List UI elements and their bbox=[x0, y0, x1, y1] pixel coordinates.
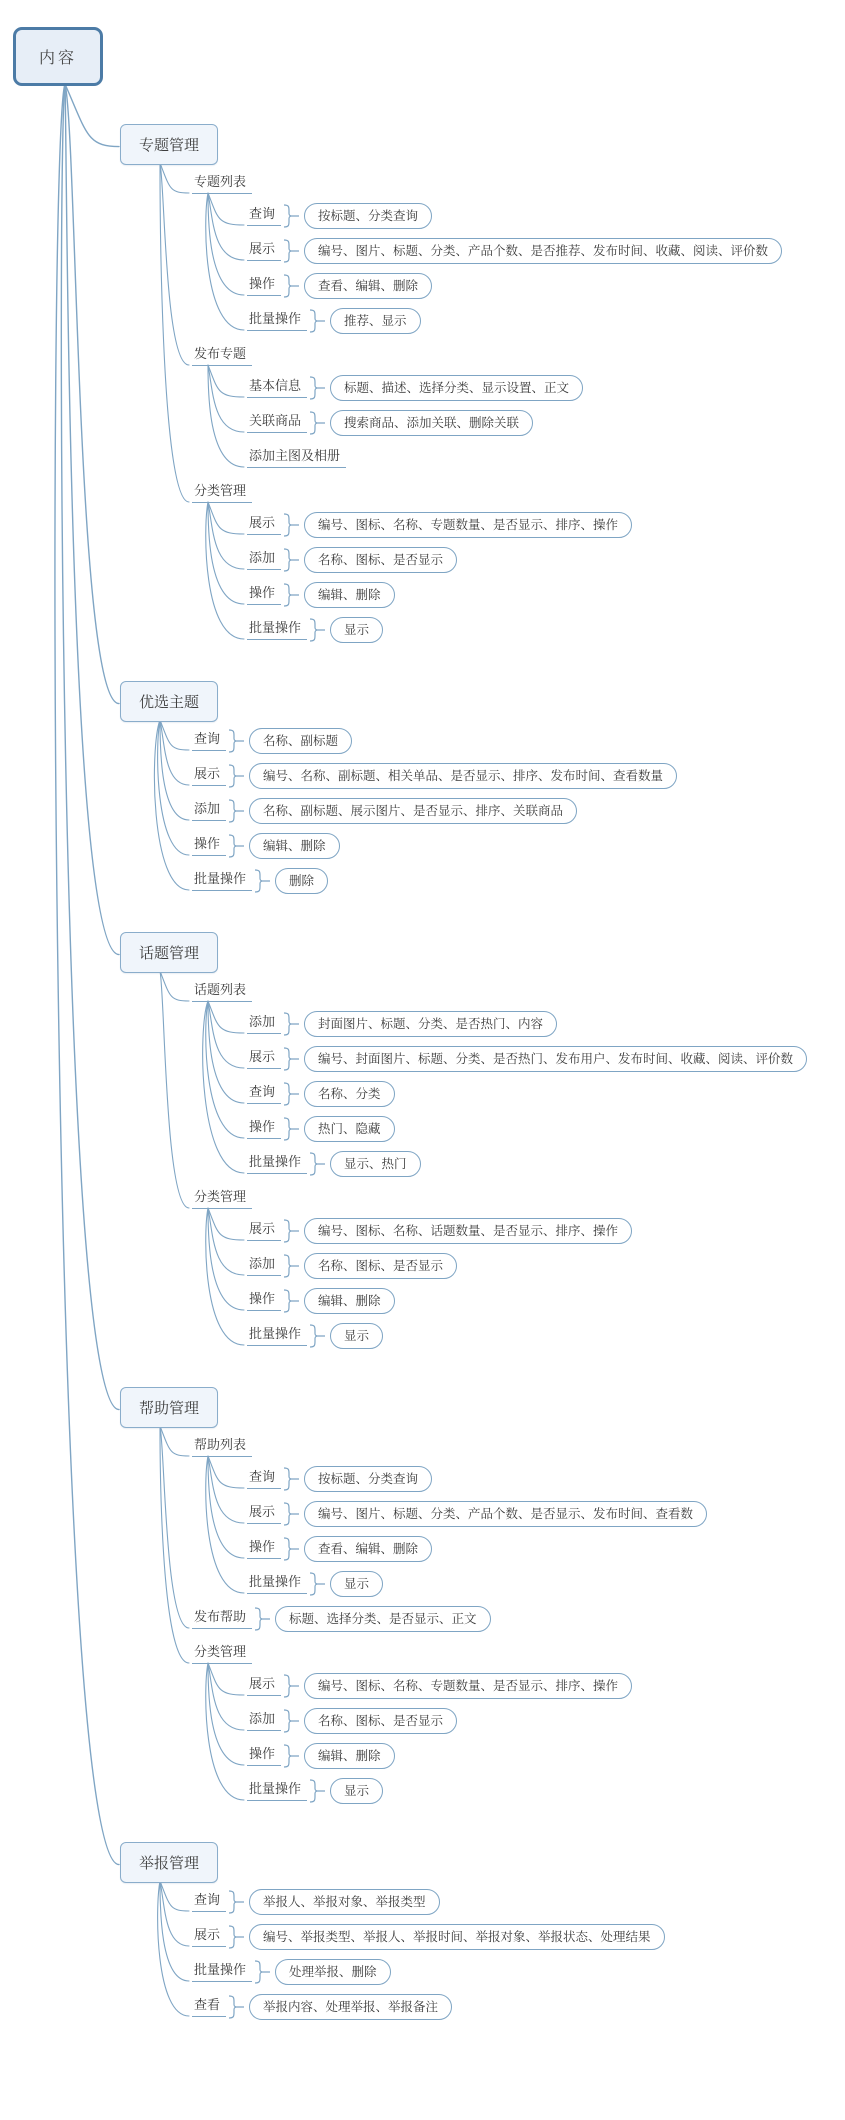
topic-block bbox=[247, 203, 432, 229]
topic-block bbox=[120, 1387, 707, 1804]
topic-block bbox=[192, 343, 583, 471]
brace-icon bbox=[282, 1536, 302, 1562]
topic-block bbox=[247, 308, 421, 334]
brace-icon bbox=[282, 1046, 302, 1072]
topic-detail-bubble[interactable]: 热门、隐藏 bbox=[304, 1116, 395, 1142]
brace-path bbox=[284, 205, 299, 227]
brace-path bbox=[284, 1220, 299, 1242]
topic-detail-bubble[interactable]: 名称、图标、是否显示 bbox=[304, 547, 457, 573]
brace-path bbox=[284, 1013, 299, 1035]
topic-label[interactable]: 查询 bbox=[247, 1469, 281, 1489]
topic-block bbox=[192, 1889, 440, 1915]
brace-path bbox=[310, 1153, 325, 1175]
brace-icon bbox=[253, 868, 273, 894]
topic-row bbox=[247, 1743, 395, 1769]
topic-row bbox=[247, 1081, 395, 1107]
topic-block bbox=[192, 1924, 665, 1950]
topic-label[interactable]: 展示 bbox=[247, 1049, 281, 1069]
branch-topic[interactable]: 优选主题 bbox=[120, 681, 218, 722]
brace-path bbox=[284, 1745, 299, 1767]
topic-row bbox=[247, 1151, 421, 1177]
brace-path bbox=[284, 514, 299, 536]
topic-block bbox=[247, 445, 346, 471]
topic-block bbox=[120, 681, 677, 894]
topic-block bbox=[247, 1288, 395, 1314]
topic-label[interactable]: 添加 bbox=[247, 1014, 281, 1034]
topic-row bbox=[247, 582, 395, 608]
brace-icon bbox=[282, 1011, 302, 1037]
children-group bbox=[247, 203, 782, 334]
children-group bbox=[192, 1889, 665, 2020]
topic-block bbox=[192, 798, 577, 824]
topic-label[interactable]: 帮助列表 bbox=[192, 1437, 252, 1457]
topic-detail-bubble[interactable]: 显示 bbox=[330, 1323, 383, 1349]
brace-path bbox=[229, 730, 244, 752]
brace-icon bbox=[282, 1253, 302, 1279]
topic-label[interactable]: 添加 bbox=[247, 1711, 281, 1731]
topic-detail-bubble[interactable]: 显示、热门 bbox=[330, 1151, 421, 1177]
topic-detail-bubble[interactable]: 删除 bbox=[275, 868, 328, 894]
topic-row bbox=[247, 1708, 457, 1734]
children-group bbox=[247, 1011, 807, 1177]
brace-icon bbox=[308, 1151, 328, 1177]
topic-label[interactable]: 展示 bbox=[247, 1676, 281, 1696]
topic-block bbox=[13, 27, 807, 2020]
brace-path bbox=[284, 584, 299, 606]
topic-label[interactable]: 展示 bbox=[192, 1927, 226, 1947]
topic-row bbox=[247, 1673, 632, 1699]
topic-block bbox=[247, 238, 782, 264]
topic-block bbox=[247, 1501, 707, 1527]
brace-path bbox=[310, 619, 325, 641]
brace-icon bbox=[227, 728, 247, 754]
topic-row bbox=[247, 1501, 707, 1527]
brace-icon bbox=[227, 1994, 247, 2020]
topic-block bbox=[192, 1641, 632, 1804]
brace-path bbox=[229, 765, 244, 787]
topic-block bbox=[120, 932, 807, 1349]
topic-block bbox=[247, 582, 395, 608]
brace-path bbox=[229, 800, 244, 822]
topic-label[interactable]: 批量操作 bbox=[192, 1962, 252, 1982]
topic-detail-bubble[interactable]: 名称、副标题、展示图片、是否显示、排序、关联商品 bbox=[249, 798, 577, 824]
topic-row bbox=[247, 617, 383, 643]
branch-topic[interactable]: 话题管理 bbox=[120, 932, 218, 973]
brace-icon bbox=[308, 1571, 328, 1597]
brace-icon bbox=[282, 512, 302, 538]
brace-path bbox=[310, 377, 325, 399]
topic-label[interactable]: 操作 bbox=[247, 585, 281, 605]
topic-block bbox=[247, 617, 383, 643]
brace-icon bbox=[227, 1924, 247, 1950]
topic-label[interactable]: 专题列表 bbox=[192, 174, 252, 194]
topic-row bbox=[192, 343, 252, 369]
brace-icon bbox=[282, 1218, 302, 1244]
children-group bbox=[192, 728, 677, 894]
topic-detail-bubble[interactable]: 编辑、删除 bbox=[304, 582, 395, 608]
brace-path bbox=[229, 835, 244, 857]
topic-block bbox=[192, 1186, 632, 1349]
topic-detail-bubble[interactable]: 编辑、删除 bbox=[304, 1288, 395, 1314]
topic-detail-bubble[interactable]: 查看、编辑、删除 bbox=[304, 1536, 432, 1562]
topic-row bbox=[247, 1778, 383, 1804]
topic-block bbox=[247, 375, 583, 401]
topic-block bbox=[120, 124, 782, 643]
brace-icon bbox=[282, 203, 302, 229]
topic-row bbox=[192, 1606, 491, 1632]
topic-label[interactable]: 批量操作 bbox=[247, 1574, 307, 1594]
topic-label[interactable]: 展示 bbox=[247, 515, 281, 535]
topic-block bbox=[247, 1323, 383, 1349]
topic-label[interactable]: 添加主图及相册 bbox=[247, 448, 346, 468]
brace-icon bbox=[282, 547, 302, 573]
topic-detail-bubble[interactable]: 搜索商品、添加关联、删除关联 bbox=[330, 410, 533, 436]
topic-label[interactable]: 操作 bbox=[247, 1539, 281, 1559]
topic-block bbox=[247, 547, 457, 573]
topic-row bbox=[247, 1571, 383, 1597]
topic-detail-bubble[interactable]: 封面图片、标题、分类、是否热门、内容 bbox=[304, 1011, 557, 1037]
topic-row bbox=[192, 480, 252, 506]
children-group bbox=[247, 512, 632, 643]
topic-row bbox=[247, 512, 632, 538]
brace-path bbox=[284, 1083, 299, 1105]
topic-block bbox=[192, 728, 352, 754]
topic-block bbox=[192, 1959, 391, 1985]
topic-label[interactable]: 批量操作 bbox=[247, 620, 307, 640]
topic-detail-bubble[interactable]: 显示 bbox=[330, 617, 383, 643]
topic-label[interactable]: 展示 bbox=[247, 241, 281, 261]
topic-row bbox=[192, 728, 352, 754]
topic-block bbox=[247, 1778, 383, 1804]
topic-row bbox=[192, 798, 577, 824]
brace-path bbox=[284, 1503, 299, 1525]
brace-path bbox=[284, 1290, 299, 1312]
children-group bbox=[247, 375, 583, 471]
brace-path bbox=[284, 1048, 299, 1070]
topic-detail-bubble[interactable]: 举报人、举报对象、举报类型 bbox=[249, 1889, 440, 1915]
topic-row bbox=[247, 1218, 632, 1244]
branch-topic[interactable]: 专题管理 bbox=[120, 124, 218, 165]
brace-icon bbox=[282, 1501, 302, 1527]
topic-block bbox=[247, 1571, 383, 1597]
topic-label[interactable]: 批量操作 bbox=[247, 1781, 307, 1801]
brace-path bbox=[229, 1891, 244, 1913]
topic-row bbox=[192, 1889, 440, 1915]
topic-label[interactable]: 关联商品 bbox=[247, 413, 307, 433]
brace-path bbox=[310, 412, 325, 434]
topic-row bbox=[247, 1323, 383, 1349]
topic-row bbox=[192, 1641, 252, 1667]
brace-icon bbox=[308, 617, 328, 643]
branch-topic[interactable]: 帮助管理 bbox=[120, 1387, 218, 1428]
topic-row bbox=[247, 1288, 395, 1314]
topic-block bbox=[247, 1011, 557, 1037]
topic-row bbox=[192, 1959, 391, 1985]
topic-detail-bubble[interactable]: 编号、举报类型、举报人、举报时间、举报对象、举报状态、处理结果 bbox=[249, 1924, 665, 1950]
topic-block bbox=[247, 1253, 457, 1279]
topic-block bbox=[192, 1434, 707, 1597]
brace-icon bbox=[308, 375, 328, 401]
brace-path bbox=[284, 1468, 299, 1490]
brace-path bbox=[284, 1710, 299, 1732]
brace-path bbox=[284, 1118, 299, 1140]
brace-icon bbox=[282, 1288, 302, 1314]
topic-row bbox=[247, 445, 346, 471]
topic-label[interactable]: 分类管理 bbox=[192, 483, 252, 503]
topic-detail-bubble[interactable]: 显示 bbox=[330, 1778, 383, 1804]
topic-row bbox=[247, 308, 421, 334]
brace-path bbox=[229, 1926, 244, 1948]
branch-topic[interactable]: 举报管理 bbox=[120, 1842, 218, 1883]
topic-row bbox=[192, 1924, 665, 1950]
topic-label[interactable]: 展示 bbox=[247, 1221, 281, 1241]
topic-block bbox=[247, 1466, 432, 1492]
topic-row bbox=[247, 1011, 557, 1037]
topic-detail-bubble[interactable]: 编号、图片、标题、分类、产品个数、是否推荐、发布时间、收藏、阅读、评价数 bbox=[304, 238, 782, 264]
topic-block bbox=[120, 1842, 665, 2020]
topic-label[interactable]: 批量操作 bbox=[192, 871, 252, 891]
topic-row bbox=[192, 1434, 252, 1460]
topic-row bbox=[192, 763, 677, 789]
topic-block bbox=[192, 763, 677, 789]
brace-icon bbox=[282, 1081, 302, 1107]
brace-path bbox=[284, 275, 299, 297]
topic-block bbox=[247, 1536, 432, 1562]
topic-row bbox=[192, 1994, 452, 2020]
topic-label[interactable]: 操作 bbox=[192, 836, 226, 856]
topic-label[interactable]: 基本信息 bbox=[247, 378, 307, 398]
brace-icon bbox=[227, 833, 247, 859]
brace-path bbox=[255, 1961, 270, 1983]
topic-detail-bubble[interactable]: 举报内容、处理举报、举报备注 bbox=[249, 1994, 452, 2020]
topic-detail-bubble[interactable]: 显示 bbox=[330, 1571, 383, 1597]
topic-label[interactable]: 话题列表 bbox=[192, 982, 252, 1002]
brace-path bbox=[284, 1675, 299, 1697]
brace-path bbox=[310, 1573, 325, 1595]
topic-detail-bubble[interactable]: 编辑、删除 bbox=[249, 833, 340, 859]
topic-row bbox=[247, 1116, 395, 1142]
brace-path bbox=[284, 1255, 299, 1277]
brace-path bbox=[310, 310, 325, 332]
topic-row bbox=[247, 410, 533, 436]
brace-icon bbox=[253, 1606, 273, 1632]
topic-row bbox=[192, 868, 328, 894]
topic-detail-bubble[interactable]: 编号、图标、名称、专题数量、是否显示、排序、操作 bbox=[304, 512, 632, 538]
brace-path bbox=[284, 549, 299, 571]
topic-block bbox=[247, 1116, 395, 1142]
topic-label[interactable]: 展示 bbox=[247, 1504, 281, 1524]
topic-block bbox=[247, 1218, 632, 1244]
brace-path bbox=[310, 1325, 325, 1347]
topic-block bbox=[247, 1151, 421, 1177]
topic-row bbox=[192, 171, 252, 197]
topic-label[interactable]: 批量操作 bbox=[247, 1326, 307, 1346]
topic-label[interactable]: 查询 bbox=[247, 206, 281, 226]
topic-detail-bubble[interactable]: 编辑、删除 bbox=[304, 1743, 395, 1769]
brace-path bbox=[229, 1996, 244, 2018]
topic-label[interactable]: 展示 bbox=[192, 766, 226, 786]
children-group bbox=[247, 1218, 632, 1349]
topic-block bbox=[247, 1081, 395, 1107]
brace-icon bbox=[282, 238, 302, 264]
topic-detail-bubble[interactable]: 标题、描述、选择分类、显示设置、正文 bbox=[330, 375, 583, 401]
topic-block bbox=[192, 979, 807, 1177]
topic-detail-bubble[interactable]: 编号、封面图片、标题、分类、是否热门、发布用户、发布时间、收藏、阅读、评价数 bbox=[304, 1046, 807, 1072]
brace-icon bbox=[282, 1743, 302, 1769]
children-group bbox=[192, 1434, 707, 1804]
topic-block bbox=[192, 868, 328, 894]
brace-icon bbox=[282, 1708, 302, 1734]
topic-label[interactable]: 分类管理 bbox=[192, 1644, 252, 1664]
children-group bbox=[120, 124, 807, 2020]
topic-block bbox=[247, 1708, 457, 1734]
brace-path bbox=[255, 870, 270, 892]
children-group bbox=[192, 979, 807, 1349]
topic-row bbox=[247, 375, 583, 401]
topic-row bbox=[247, 1253, 457, 1279]
brace-icon bbox=[282, 1673, 302, 1699]
topic-label[interactable]: 添加 bbox=[247, 1256, 281, 1276]
topic-label[interactable]: 操作 bbox=[247, 276, 281, 296]
brace-icon bbox=[282, 1466, 302, 1492]
children-group bbox=[247, 1673, 632, 1804]
topic-label[interactable]: 查询 bbox=[192, 1892, 226, 1912]
topic-label[interactable]: 添加 bbox=[247, 550, 281, 570]
topic-detail-bubble[interactable]: 编号、名称、副标题、相关单品、是否显示、排序、发布时间、查看数量 bbox=[249, 763, 677, 789]
brace-icon bbox=[227, 798, 247, 824]
brace-path bbox=[284, 240, 299, 262]
brace-icon bbox=[308, 308, 328, 334]
topic-row bbox=[247, 547, 457, 573]
topic-row bbox=[247, 1046, 807, 1072]
brace-path bbox=[255, 1608, 270, 1630]
brace-icon bbox=[282, 1116, 302, 1142]
topic-block bbox=[192, 833, 340, 859]
topic-detail-bubble[interactable]: 处理举报、删除 bbox=[275, 1959, 391, 1985]
topic-block bbox=[192, 480, 632, 643]
topic-row bbox=[247, 238, 782, 264]
topic-detail-bubble[interactable]: 查看、编辑、删除 bbox=[304, 273, 432, 299]
topic-detail-bubble[interactable]: 按标题、分类查询 bbox=[304, 1466, 432, 1492]
topic-label[interactable]: 发布专题 bbox=[192, 346, 252, 366]
brace-icon bbox=[227, 1889, 247, 1915]
topic-block bbox=[247, 1673, 632, 1699]
brace-icon bbox=[308, 410, 328, 436]
brace-icon bbox=[308, 1778, 328, 1804]
topic-row bbox=[247, 1466, 432, 1492]
topic-detail-bubble[interactable]: 编号、图标、名称、话题数量、是否显示、排序、操作 bbox=[304, 1218, 632, 1244]
topic-row bbox=[247, 203, 432, 229]
topic-label[interactable]: 查询 bbox=[247, 1084, 281, 1104]
topic-row bbox=[192, 833, 340, 859]
topic-detail-bubble[interactable]: 名称、图标、是否显示 bbox=[304, 1253, 457, 1279]
topic-label[interactable]: 分类管理 bbox=[192, 1189, 252, 1209]
topic-label[interactable]: 查看 bbox=[192, 1997, 226, 2017]
brace-path bbox=[310, 1780, 325, 1802]
topic-detail-bubble[interactable]: 编号、图标、名称、专题数量、是否显示、排序、操作 bbox=[304, 1673, 632, 1699]
children-group bbox=[247, 1466, 707, 1597]
topic-row bbox=[247, 1536, 432, 1562]
mindmap-tree bbox=[0, 27, 845, 2020]
brace-icon bbox=[308, 1323, 328, 1349]
topic-block bbox=[247, 512, 632, 538]
topic-label[interactable]: 发布帮助 bbox=[192, 1609, 252, 1629]
topic-label[interactable]: 查询 bbox=[192, 731, 226, 751]
topic-row bbox=[192, 1186, 252, 1212]
brace-path bbox=[284, 1538, 299, 1560]
topic-label[interactable]: 操作 bbox=[247, 1746, 281, 1766]
brace-icon bbox=[282, 273, 302, 299]
topic-detail-bubble[interactable]: 名称、副标题 bbox=[249, 728, 352, 754]
topic-block bbox=[192, 1606, 491, 1632]
topic-label[interactable]: 批量操作 bbox=[247, 1154, 307, 1174]
topic-block bbox=[247, 1743, 395, 1769]
topic-detail-bubble[interactable]: 名称、图标、是否显示 bbox=[304, 1708, 457, 1734]
topic-row bbox=[192, 979, 252, 1005]
root-topic[interactable]: 内容 bbox=[13, 27, 103, 86]
topic-detail-bubble[interactable]: 编号、图片、标题、分类、产品个数、是否显示、发布时间、查看数 bbox=[304, 1501, 707, 1527]
topic-detail-bubble[interactable]: 推荐、显示 bbox=[330, 308, 421, 334]
topic-block bbox=[192, 1994, 452, 2020]
topic-detail-bubble[interactable]: 标题、选择分类、是否显示、正文 bbox=[275, 1606, 491, 1632]
topic-label[interactable]: 添加 bbox=[192, 801, 226, 821]
topic-label[interactable]: 操作 bbox=[247, 1291, 281, 1311]
children-group bbox=[192, 171, 782, 643]
brace-icon bbox=[282, 582, 302, 608]
topic-block bbox=[247, 410, 533, 436]
brace-icon bbox=[227, 763, 247, 789]
topic-block bbox=[247, 1046, 807, 1072]
topic-block bbox=[247, 273, 432, 299]
brace-icon bbox=[253, 1959, 273, 1985]
topic-row bbox=[247, 273, 432, 299]
topic-detail-bubble[interactable]: 按标题、分类查询 bbox=[304, 203, 432, 229]
topic-label[interactable]: 操作 bbox=[247, 1119, 281, 1139]
topic-block bbox=[192, 171, 782, 334]
topic-detail-bubble[interactable]: 名称、分类 bbox=[304, 1081, 395, 1107]
topic-label[interactable]: 批量操作 bbox=[247, 311, 307, 331]
